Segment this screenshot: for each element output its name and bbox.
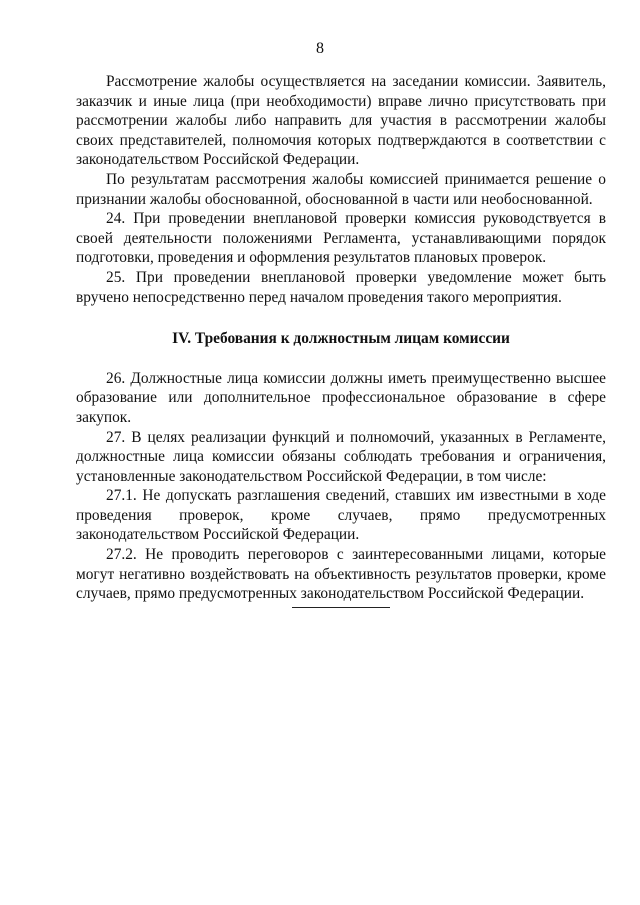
paragraph-27-2: 27.2. Не проводить переговоров с заинтересованными лицами, которые могут негативно воздействовать на объективность результатов проверки, кроме случаев, прямо предусмотренных законодательством Российской Федерации. [76, 546, 606, 603]
paragraph-27: 27. В целях реализации функций и полномочий, указанных в Регламенте, должностные лица комиссии обязаны соблюдать требования и ограничения, установленные законодательством Российской Федерации, в том числе: [76, 428, 606, 485]
page-number: 8 [316, 40, 324, 57]
paragraph-26: 26. Должностные лица комиссии должны иметь преимущественно высшее образование или дополнительное профессиональное образование в сфере закупок. [76, 369, 606, 426]
document-body [76, 72, 606, 604]
paragraph-complaint-review: Рассмотрение жалобы осуществляется на заседании комиссии. Заявитель, заказчик и иные лица (при необходимости) вправе лично присутствовать при рассмотрении жалобы либо направить для участия в рассмотрении жалобы своих представителей, полномочия которых подтверждаются в соответствии с законодательством Российской Федерации. [76, 73, 606, 169]
end-divider-line [292, 607, 390, 608]
paragraph-27-1: 27.1. Не допускать разглашения сведений, ставших им известными в ходе проведения проверок, кроме случаев, прямо предусмотренных законодательством Российской Федерации. [76, 487, 606, 544]
paragraph-24: 24. При проведении внеплановой проверки комиссия руководствуется в своей деятельности положениями Регламента, устанавливающими порядок подготовки, проведения и оформления результатов плановых проверок. [76, 210, 606, 267]
paragraph-complaint-decision: По результатам рассмотрения жалобы комиссией принимается решение о признании жалобы обоснованной, обоснованной в части или необоснованной. [76, 170, 606, 208]
section-heading: IV. Требования к должностным лицам комиссии [172, 330, 510, 348]
paragraph-25: 25. При проведении внеплановой проверки уведомление может быть вручено непосредственно перед началом проведения такого мероприятия. [76, 268, 606, 306]
